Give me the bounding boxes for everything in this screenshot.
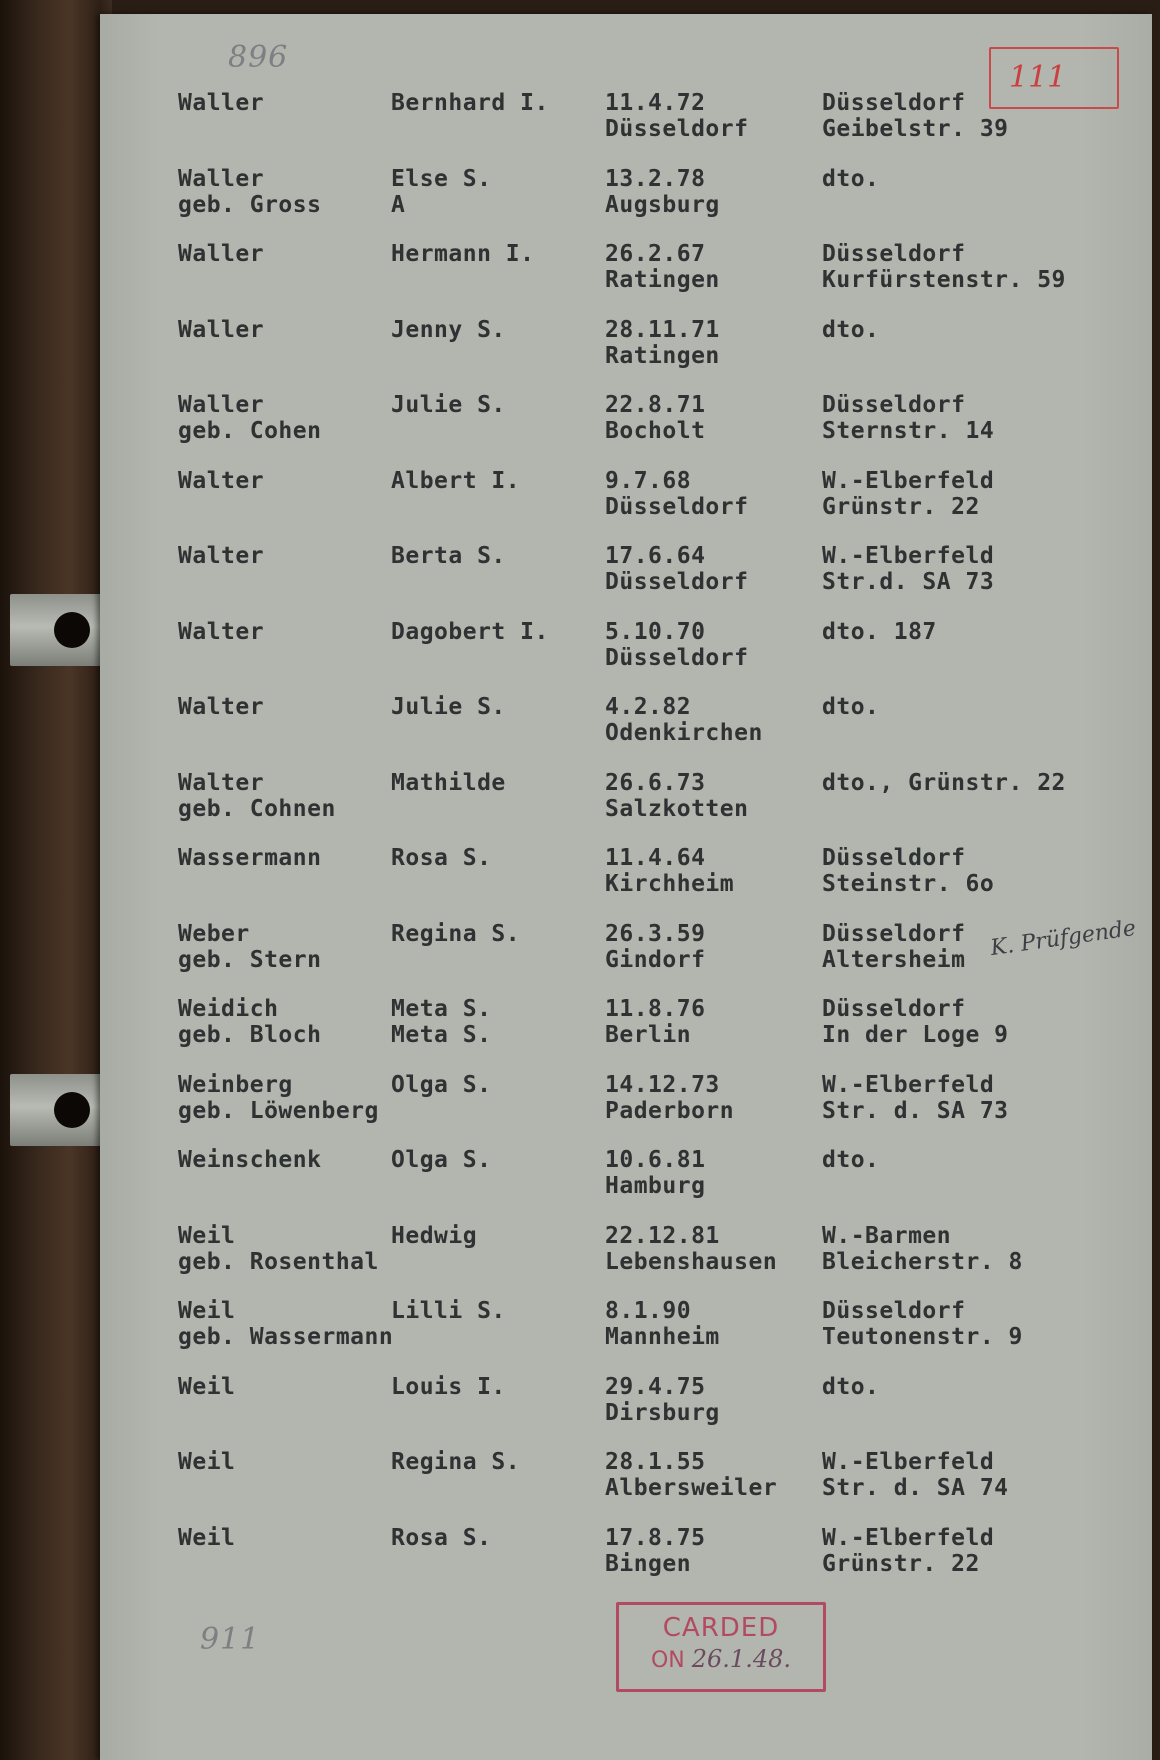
- entry-address-line: Düsseldorf: [822, 241, 966, 267]
- entry-address: [822, 694, 879, 720]
- entry-birth-line: Gindorf: [605, 946, 706, 973]
- entry-given-line: Mathilde: [391, 769, 506, 796]
- entry-surname: [178, 317, 264, 343]
- entry-address-line: dto. 187: [822, 618, 937, 645]
- entry-address: [822, 241, 1066, 293]
- entry-address: [822, 996, 1009, 1048]
- entry-address: [822, 317, 879, 343]
- entry-address-line: Düsseldorf: [822, 845, 966, 871]
- entry-address: [822, 392, 994, 444]
- entry-surname: [178, 1374, 235, 1400]
- entry-given: [391, 468, 520, 494]
- entry-surname-line: Wassermann: [178, 845, 322, 871]
- entry-row: [100, 543, 1152, 619]
- entry-address-line: W.-Barmen: [822, 1222, 952, 1249]
- entry-given: [391, 241, 534, 267]
- stamp-carded-label: CARDED: [662, 1613, 780, 1643]
- entry-birth-line: 11.4.72: [605, 90, 706, 116]
- bottom-pencil-number: 911: [200, 1622, 261, 1657]
- entry-given: [391, 921, 520, 947]
- entry-given: [391, 845, 491, 871]
- entry-surname-line: Walter: [178, 769, 265, 796]
- entry-surname: [178, 694, 264, 720]
- entry-given: [391, 619, 549, 645]
- entry-surname-line: Waller: [178, 241, 265, 267]
- entry-given: [391, 392, 506, 418]
- entry-address-line: Teutonenstr. 9: [822, 1324, 1023, 1350]
- entry-given: [391, 1374, 506, 1400]
- entry-birth: [605, 770, 748, 822]
- entry-address: [822, 1147, 879, 1173]
- entry-given-line: Else S.: [391, 165, 492, 192]
- document-sheet: [100, 14, 1152, 1760]
- entry-row: [100, 770, 1152, 846]
- punch-hole: [54, 1092, 90, 1128]
- entry-surname: [178, 1147, 321, 1173]
- entry-birth-line: Dirsburg: [605, 1399, 720, 1426]
- entry-surname-line: geb. Wassermann: [178, 1324, 394, 1350]
- entry-given: [391, 1449, 520, 1475]
- entry-surname: [178, 1223, 379, 1275]
- entry-address-line: Kurfürstenstr. 59: [822, 267, 1066, 293]
- entry-surname-line: Weinberg: [178, 1071, 293, 1098]
- entry-surname: [178, 166, 321, 218]
- entry-surname-line: geb. Bloch: [178, 1022, 322, 1048]
- punch-hole-tab-top: [10, 594, 102, 666]
- entry-given-line: Regina S.: [391, 1449, 521, 1475]
- entry-row: [100, 619, 1152, 695]
- entry-address-line: Düsseldorf: [822, 1298, 966, 1324]
- entry-surname: [178, 996, 321, 1048]
- entry-surname: [178, 845, 321, 871]
- entry-surname: [178, 241, 264, 267]
- entry-address-line: Grünstr. 22: [822, 1550, 980, 1577]
- entry-birth: [605, 1072, 734, 1124]
- entry-birth: [605, 845, 734, 897]
- entry-given: [391, 1223, 477, 1249]
- entry-given: [391, 543, 506, 569]
- entry-given: [391, 1298, 506, 1324]
- entry-birth-line: Augsburg: [605, 191, 720, 218]
- entry-row: [100, 1223, 1152, 1299]
- entry-birth: [605, 468, 748, 520]
- entry-birth-line: 26.2.67: [605, 241, 706, 267]
- entry-birth: [605, 1298, 720, 1350]
- entry-surname-line: Walter: [178, 467, 265, 494]
- entry-address-line: Altersheim: [822, 946, 966, 973]
- entry-birth: [605, 317, 720, 369]
- entry-address: [822, 1374, 879, 1400]
- entry-surname: [178, 921, 321, 973]
- entry-address-line: dto.: [822, 1147, 880, 1173]
- entry-given: [391, 694, 506, 720]
- entry-birth-line: 26.6.73: [605, 769, 706, 796]
- entry-birth-line: 11.8.76: [605, 996, 706, 1022]
- entry-address: [822, 1449, 1009, 1501]
- entry-surname: [178, 619, 264, 645]
- entry-surname-line: geb. Rosenthal: [178, 1248, 379, 1275]
- entry-birth: [605, 619, 748, 671]
- entry-given-line: Hedwig: [391, 1222, 478, 1249]
- entry-address: [822, 619, 937, 645]
- entry-row: [100, 1525, 1152, 1601]
- entry-birth: [605, 1223, 777, 1275]
- entry-row: [100, 90, 1152, 166]
- entry-address: [822, 770, 1066, 796]
- entry-surname-line: geb. Cohen: [178, 418, 322, 444]
- entry-birth-line: Düsseldorf: [605, 493, 749, 520]
- entry-birth-line: Mannheim: [605, 1324, 720, 1350]
- entry-given-line: Jenny S.: [391, 316, 506, 343]
- entry-birth: [605, 1374, 720, 1426]
- entry-address-line: W.-Elberfeld: [822, 1071, 995, 1098]
- entry-address-line: W.-Elberfeld: [822, 1449, 995, 1475]
- entry-surname: [178, 468, 264, 494]
- entry-address: [822, 921, 965, 973]
- entry-given-line: Olga S.: [391, 1071, 492, 1098]
- entry-given-line: Berta S.: [391, 543, 506, 569]
- entry-row: [100, 1298, 1152, 1374]
- entry-surname-line: geb. Cohnen: [178, 795, 336, 822]
- entry-address-line: Str.d. SA 73: [822, 569, 995, 595]
- entry-surname-line: Weidich: [178, 996, 279, 1022]
- entry-given-line: Bernhard I.: [391, 90, 549, 116]
- entry-surname-line: geb. Löwenberg: [178, 1097, 379, 1124]
- entry-surname: [178, 1449, 235, 1475]
- entry-given-line: Julie S.: [391, 392, 506, 418]
- entry-row: [100, 1147, 1152, 1223]
- entry-address: [822, 543, 994, 595]
- entry-address-line: Bleicherstr. 8: [822, 1248, 1023, 1275]
- entry-address-line: Str. d. SA 74: [822, 1475, 1009, 1501]
- entry-surname-line: Waller: [178, 165, 265, 192]
- entry-birth: [605, 921, 705, 973]
- entry-surname-line: Weil: [178, 1298, 236, 1324]
- entry-row: [100, 317, 1152, 393]
- entry-birth-line: Lebenshausen: [605, 1248, 778, 1275]
- entry-surname-line: Waller: [178, 90, 265, 116]
- entry-address-line: W.-Elberfeld: [822, 467, 995, 494]
- entry-birth-line: 17.6.64: [605, 543, 706, 569]
- entry-surname: [178, 1525, 235, 1551]
- entry-given: [391, 166, 491, 218]
- entry-address-line: In der Loge 9: [822, 1022, 1009, 1048]
- entry-address-line: dto.: [822, 165, 880, 192]
- entry-row: [100, 1374, 1152, 1450]
- stamp-on-label: ON: [650, 1648, 685, 1673]
- entry-address-line: Düsseldorf: [822, 90, 966, 116]
- entry-surname-line: Walter: [178, 694, 265, 720]
- punch-hole: [54, 612, 90, 648]
- entry-surname-line: Weil: [178, 1222, 236, 1249]
- entry-row: [100, 1072, 1152, 1148]
- stamp-date: 26.1.48.: [691, 1645, 791, 1673]
- entry-birth-line: 9.7.68: [605, 467, 692, 494]
- entry-surname: [178, 90, 264, 116]
- entry-given-line: Regina S.: [391, 920, 521, 947]
- punch-hole-tab-bottom: [10, 1074, 102, 1146]
- entry-address-line: dto.: [822, 316, 880, 343]
- entry-address: [822, 1298, 1023, 1350]
- entry-row: [100, 996, 1152, 1072]
- entry-row: [100, 468, 1152, 544]
- entry-address-line: dto.: [822, 1373, 880, 1400]
- carded-stamp: [616, 1602, 826, 1692]
- entry-row: [100, 392, 1152, 468]
- entry-birth-line: Paderborn: [605, 1097, 735, 1124]
- entry-given: [391, 996, 491, 1048]
- entry-birth-line: 10.6.81: [605, 1147, 706, 1173]
- entry-surname-line: Weinschenk: [178, 1147, 322, 1173]
- entry-birth-line: 29.4.75: [605, 1373, 706, 1400]
- entry-address-line: W.-Elberfeld: [822, 543, 995, 569]
- entry-address: [822, 468, 994, 520]
- entry-birth-line: Odenkirchen: [605, 720, 763, 746]
- entry-address-line: dto., Grünstr. 22: [822, 769, 1066, 796]
- page-mark: 111: [989, 47, 1119, 109]
- entry-birth-line: 4.2.82: [605, 694, 692, 720]
- entry-surname: [178, 770, 336, 822]
- entry-birth-line: Ratingen: [605, 267, 720, 293]
- entry-address: [822, 90, 1009, 142]
- entry-surname: [178, 1072, 379, 1124]
- entry-row: [100, 241, 1152, 317]
- entry-birth-line: 28.1.55: [605, 1449, 706, 1475]
- entry-birth: [605, 1525, 705, 1577]
- entry-surname-line: Weil: [178, 1449, 236, 1475]
- entry-surname-line: geb. Stern: [178, 946, 322, 973]
- entry-row: [100, 1449, 1152, 1525]
- entry-birth: [605, 694, 763, 746]
- entry-surname: [178, 543, 264, 569]
- entry-surname-line: Weil: [178, 1373, 236, 1400]
- entry-address: [822, 1072, 1009, 1124]
- entry-birth-line: Düsseldorf: [605, 644, 749, 671]
- entry-address: [822, 1525, 994, 1577]
- entry-address: [822, 845, 994, 897]
- entry-birth-line: 11.4.64: [605, 845, 706, 871]
- entry-birth-line: 22.8.71: [605, 392, 706, 418]
- entry-birth-line: 26.3.59: [605, 920, 706, 947]
- entry-given: [391, 317, 506, 343]
- entry-birth-line: Bocholt: [605, 418, 706, 444]
- entry-birth: [605, 166, 720, 218]
- entry-address-line: Düsseldorf: [822, 996, 966, 1022]
- entry-birth-line: Albersweiler: [605, 1475, 778, 1501]
- entry-birth-line: Kirchheim: [605, 871, 735, 897]
- entry-given: [391, 1147, 491, 1173]
- entry-given: [391, 770, 506, 796]
- entry-birth-line: Düsseldorf: [605, 116, 749, 142]
- entry-surname-line: geb. Gross: [178, 191, 322, 218]
- entry-surname: [178, 1298, 393, 1350]
- entry-given-line: Olga S.: [391, 1147, 492, 1173]
- entry-given-line: Dagobert I.: [391, 618, 549, 645]
- entry-birth: [605, 996, 705, 1048]
- entry-birth-line: Bingen: [605, 1550, 692, 1577]
- entry-birth-line: 17.8.75: [605, 1524, 706, 1551]
- entry-address-line: Geibelstr. 39: [822, 116, 1009, 142]
- entry-given-line: Lilli S.: [391, 1298, 506, 1324]
- entry-address-line: Str. d. SA 73: [822, 1097, 1009, 1124]
- entry-birth: [605, 1449, 777, 1501]
- entry-birth: [605, 543, 748, 595]
- entry-birth-line: 8.1.90: [605, 1298, 692, 1324]
- entry-address-line: Düsseldorf: [822, 392, 966, 418]
- entry-surname-line: Weil: [178, 1524, 236, 1551]
- top-pencil-number: 896: [228, 40, 289, 75]
- entry-birth-line: 28.11.71: [605, 316, 720, 343]
- entry-given-line: Julie S.: [391, 694, 506, 720]
- entry-address: [822, 166, 879, 192]
- entry-birth-line: 5.10.70: [605, 618, 706, 645]
- entry-address-line: Sternstr. 14: [822, 418, 995, 444]
- entry-surname: [178, 392, 321, 444]
- entry-birth-line: Hamburg: [605, 1173, 706, 1199]
- entry-given-line: Meta S.: [391, 996, 492, 1022]
- binder-strip: [0, 0, 112, 1760]
- entry-address: [822, 1223, 1023, 1275]
- handwritten-note: K. Prüfgende: [988, 915, 1138, 962]
- entry-birth-line: Ratingen: [605, 342, 720, 369]
- stamp-date-line: [619, 1645, 823, 1673]
- entry-given-line: Louis I.: [391, 1373, 506, 1400]
- entry-given: [391, 1072, 491, 1098]
- entry-given-line: Rosa S.: [391, 845, 492, 871]
- entry-address-line: dto.: [822, 694, 880, 720]
- entry-address-line: Grünstr. 22: [822, 493, 980, 520]
- entry-given-line: Hermann I.: [391, 241, 535, 267]
- entry-birth: [605, 241, 720, 293]
- entry-birth: [605, 392, 705, 444]
- entry-given-line: Meta S.: [391, 1022, 492, 1048]
- entry-birth-line: Berlin: [605, 1022, 692, 1048]
- entry-surname-line: Walter: [178, 543, 265, 569]
- entry-surname-line: Waller: [178, 316, 265, 343]
- entry-address-line: Düsseldorf: [822, 920, 966, 947]
- entry-birth: [605, 1147, 705, 1199]
- entry-given: [391, 1525, 491, 1551]
- entry-row: [100, 845, 1152, 921]
- entry-address-line: Steinstr. 6o: [822, 871, 995, 897]
- entry-address-line: W.-Elberfeld: [822, 1524, 995, 1551]
- register-entries: [100, 90, 1152, 1600]
- entry-given-line: A: [391, 191, 406, 218]
- entry-surname-line: Waller: [178, 392, 265, 418]
- entry-row: [100, 166, 1152, 242]
- entry-birth: [605, 90, 748, 142]
- entry-birth-line: 14.12.73: [605, 1071, 720, 1098]
- entry-given-line: Albert I.: [391, 467, 521, 494]
- entry-birth-line: 22.12.81: [605, 1222, 720, 1249]
- entry-surname-line: Weber: [178, 920, 250, 947]
- entry-row: [100, 694, 1152, 770]
- entry-birth-line: Salzkotten: [605, 795, 749, 822]
- entry-given-line: Rosa S.: [391, 1524, 492, 1551]
- entry-given: [391, 90, 549, 116]
- entry-surname-line: Walter: [178, 618, 265, 645]
- entry-birth-line: 13.2.78: [605, 165, 706, 192]
- entry-birth-line: Düsseldorf: [605, 569, 749, 595]
